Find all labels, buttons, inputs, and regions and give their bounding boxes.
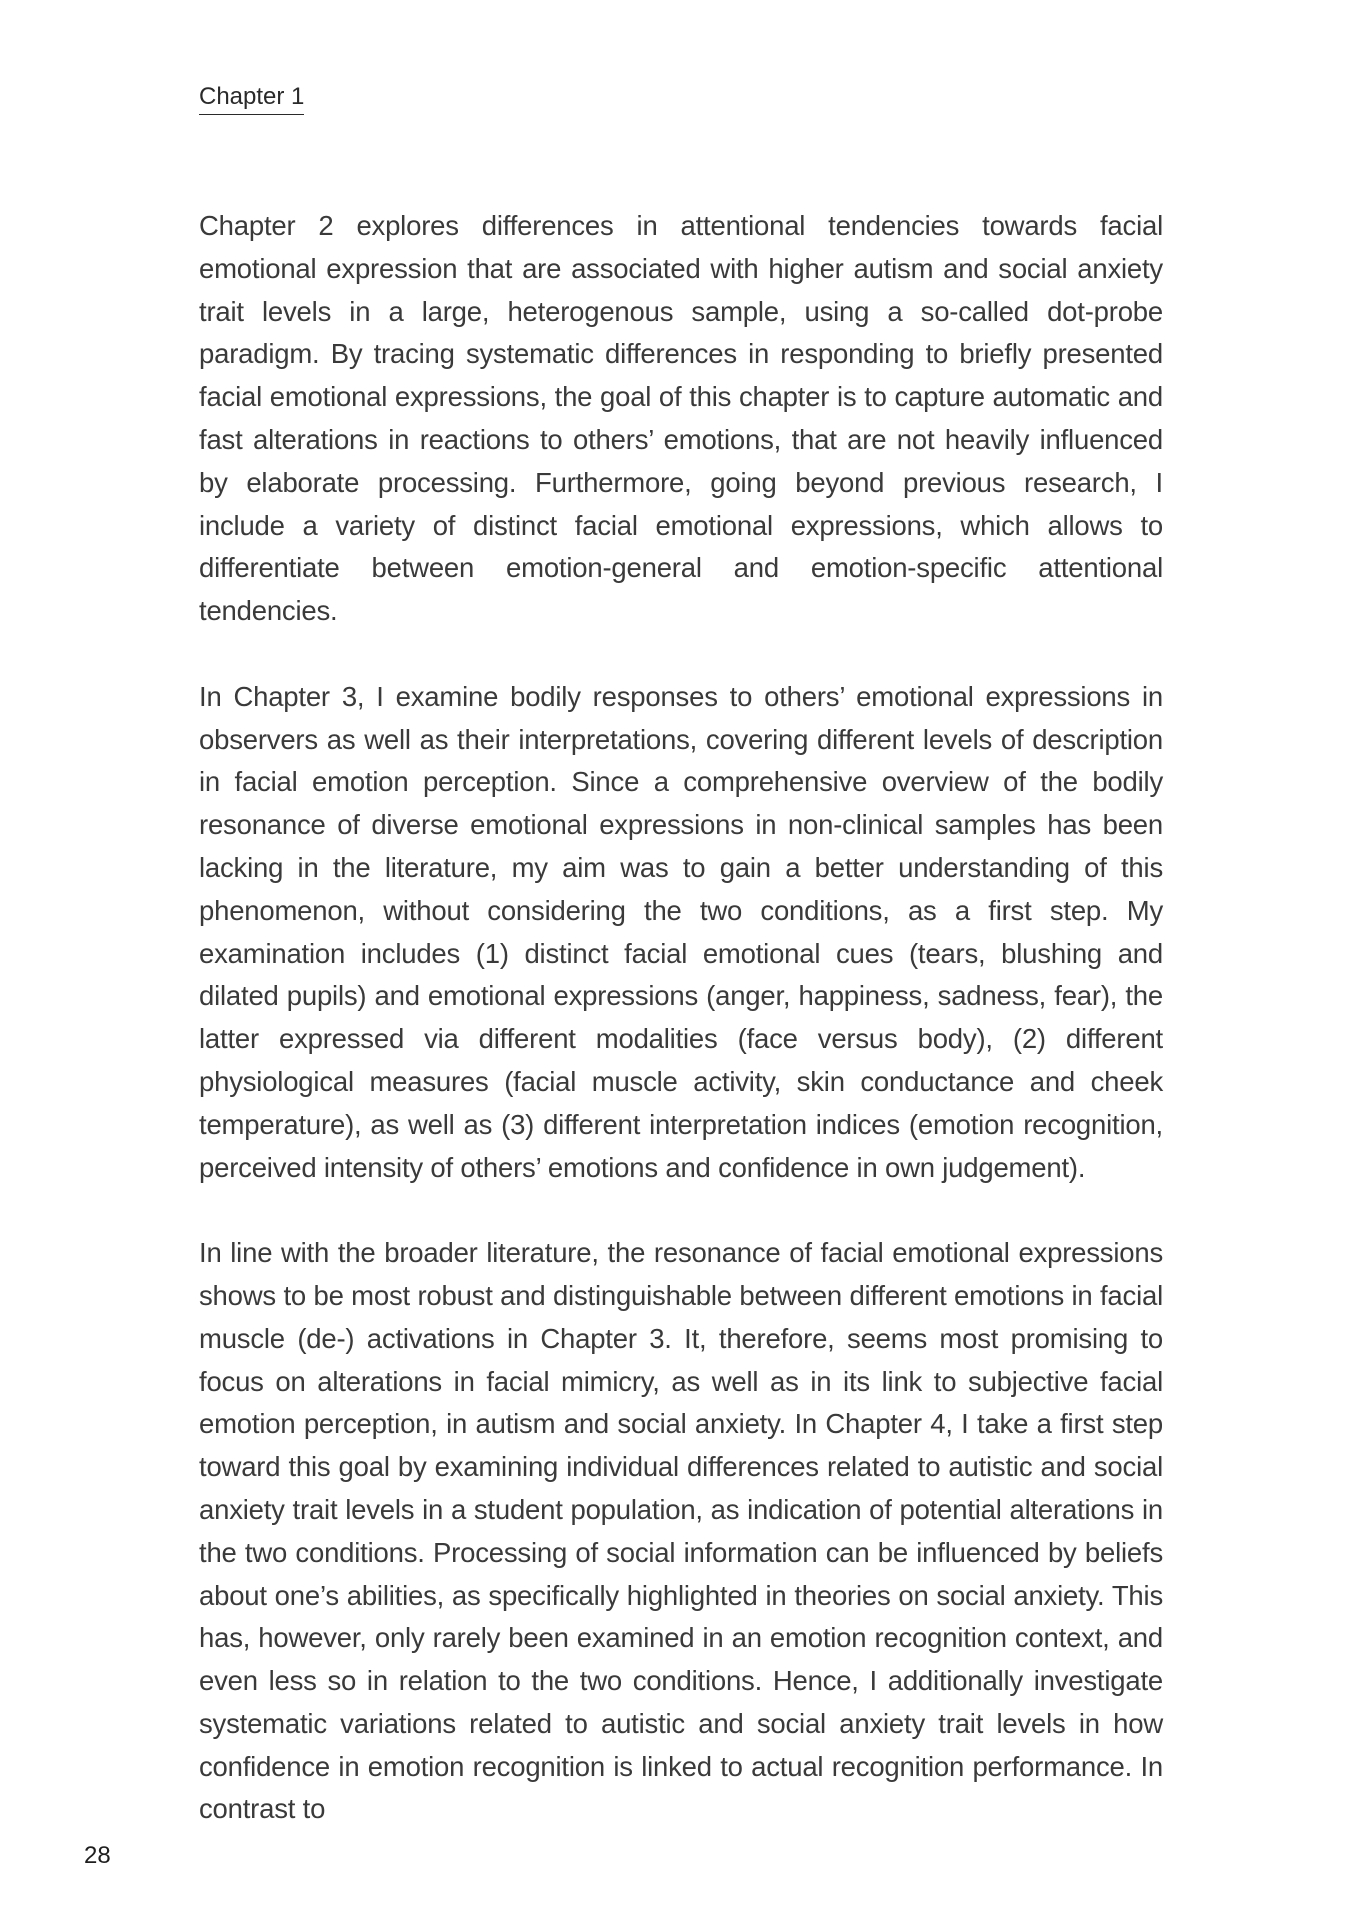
body-text — [199, 205, 1163, 1831]
paragraph: Chapter 2 explores differences in attentional tendencies towards facial emotional expression that are associated with higher autism and social anxiety trait levels in a large, heterogenous sample, using a so-called dot-probe paradigm. By tracing systematic differences in responding to briefly presented facial emotional expressions, the goal of this chapter is to capture automatic and fast alterations in reactions to others’ emotions, that are not heavily influenced by elaborate processing. Furthermore, going beyond previous research, I include a variety of distinct facial emotional expressions, which allows to differentiate between emotion-general and emotion-specific attentional tendencies. — [199, 210, 1163, 627]
paragraph: In Chapter 3, I examine bodily responses to others’ emotional expressions in observers as well as their interpretations, covering different levels of description in facial emotion perception. Since a comprehensive overview of the bodily resonance of diverse emotional expressions in non-clinical samples has been lacking in the literature, my aim was to gain a better understanding of this phenomenon, without considering the two conditions, as a first step. My examination includes (1) distinct facial emotional cues (tears, blushing and dilated pupils) and emotional expressions (anger, happiness, sadness, fear), the latter expressed via different modalities (face versus body), (2) different physiological measures (facial muscle activity, skin conductance and cheek temperature), as well as (3) different interpretation indices (emotion recognition, perceived intensity of others’ emotions and confidence in own judgement). — [199, 680, 1163, 1183]
page-number: 28 — [84, 1842, 111, 1869]
running-head: Chapter 1 — [199, 82, 304, 115]
paragraph: In line with the broader literature, the resonance of facial emotional expressions shows to be most robust and distinguishable between different emotions in facial muscle (de-) activations in Chapter 3. It, therefore, seems most promising to focus on alterations in facial mimicry, as well as in its link to subjective facial emotion perception, in autism and social anxiety. In Chapter 4, I take a first step toward this goal by examining individual differences related to autistic and social anxiety trait levels in a student population, as indication of potential alterations in the two conditions. Processing of social information can be influenced by beliefs about one’s abilities, as specifically highlighted in theories on social anxiety. This has, however, only rarely been examined in an emotion recognition context, and even less so in relation to the two conditions. Hence, I additionally investigate systematic variations related to autistic and social anxiety trait levels in how confidence in emotion recognition is linked to actual recognition performance. In contrast to — [199, 1237, 1163, 1825]
